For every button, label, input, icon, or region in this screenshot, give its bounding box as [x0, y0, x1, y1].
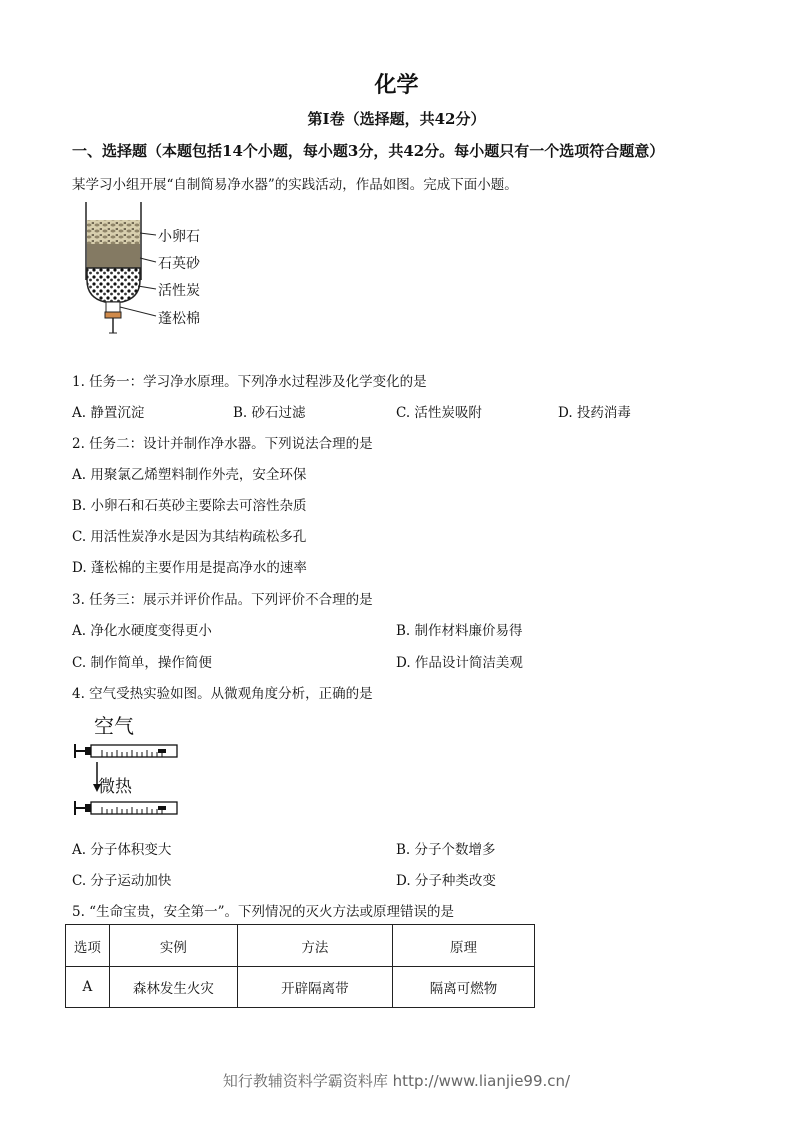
- question-3-option-b[interactable]: B. 制作材料廉价易得: [396, 623, 523, 639]
- page-subtitle: 第Ⅰ卷（选择题，共42分）: [307, 110, 486, 128]
- table-cell: A: [66, 967, 110, 1008]
- table-cell: 森林发生火灾: [109, 967, 237, 1008]
- question-4-option-a[interactable]: A. 分子体积变大: [72, 842, 172, 858]
- sand-label: 石英砂: [158, 256, 200, 272]
- table-header: 实例: [109, 925, 237, 967]
- pebble-label: 小卵石: [158, 229, 200, 245]
- question-3-option-d[interactable]: D. 作品设计简洁美观: [396, 655, 523, 671]
- cotton-layer: [106, 302, 120, 312]
- question-1-option-c[interactable]: C. 活性炭吸附: [396, 405, 482, 421]
- question-2-option-a[interactable]: A. 用聚氯乙烯塑料制作外壳，安全环保: [72, 467, 307, 483]
- air-label: 空气: [94, 714, 134, 738]
- question-2-option-d[interactable]: D. 蓬松棉的主要作用是提高净水的速率: [72, 560, 307, 576]
- question-2-option-c[interactable]: C. 用活性炭净水是因为其结构疏松多孔: [72, 529, 307, 545]
- question-1-option-d[interactable]: D. 投药消毒: [558, 405, 631, 421]
- question-5-stem: 5. “生命宝贵，安全第一”。下列情况的灭火方法或原理错误的是: [72, 904, 454, 920]
- question-4-option-c[interactable]: C. 分子运动加快: [72, 873, 172, 889]
- question-4-stem: 4. 空气受热实验如图。从微观角度分析，正确的是: [72, 686, 373, 702]
- table-header-row: [66, 925, 535, 967]
- question-3-option-a[interactable]: A. 净化水硬度变得更小: [72, 623, 212, 639]
- carbon-layer: [87, 268, 140, 302]
- question-1-stem: 1. 任务一：学习净水原理。下列净水过程涉及化学变化的是: [72, 374, 427, 390]
- page-footer: 知行教辅资料学霸资料库 http://www.lianjie99.cn/: [222, 1072, 571, 1090]
- cotton-label: 蓬松棉: [158, 311, 200, 327]
- table-cell: 开辟隔离带: [237, 967, 392, 1008]
- question-4-option-d[interactable]: D. 分子种类改变: [396, 873, 496, 889]
- water-filter-illustration: [78, 198, 228, 343]
- table-cell: 隔离可燃物: [392, 967, 534, 1008]
- pebble-layer: [87, 220, 140, 244]
- question-2-option-b[interactable]: B. 小卵石和石英砂主要除去可溶性杂质: [72, 498, 307, 514]
- question-5-table: [65, 924, 535, 1008]
- question-3-option-c[interactable]: C. 制作简单，操作简便: [72, 655, 212, 671]
- question-1-option-b[interactable]: B. 砂石过滤: [233, 405, 306, 421]
- table-header: 选项: [66, 925, 110, 967]
- water-filter-diagram: [78, 198, 228, 343]
- syringe-diagram: [72, 710, 182, 825]
- table-header: 方法: [237, 925, 392, 967]
- question-3-stem: 3. 任务三：展示并评价作品。下列评价不合理的是: [72, 592, 373, 608]
- question-2-stem: 2. 任务二：设计并制作净水器。下列说法合理的是: [72, 436, 373, 452]
- section-heading: 一、选择题（本题包括14个小题，每小题3分，共42分。每小题只有一个选项符合题意）: [72, 142, 665, 160]
- carbon-label: 活性炭: [158, 283, 200, 299]
- page-title: 化学: [374, 72, 419, 98]
- intro-text: 某学习小组开展“自制简易净水器”的实践活动，作品如图。完成下面小题。: [72, 177, 518, 193]
- table-header: 原理: [392, 925, 534, 967]
- table-row: [66, 967, 535, 1008]
- question-4-option-b[interactable]: B. 分子个数增多: [396, 842, 496, 858]
- question-1-option-a[interactable]: A. 静置沉淀: [72, 405, 145, 421]
- syringe-bottom: [75, 801, 177, 815]
- heat-label: 微热: [98, 777, 132, 797]
- syringe-top: [75, 744, 177, 758]
- sand-layer: [87, 244, 140, 268]
